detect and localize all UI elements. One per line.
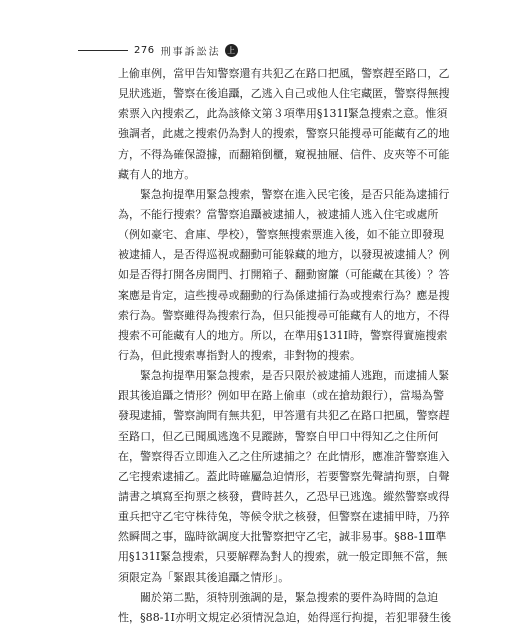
text-line: 重兵把守乙宅守株待兔，等候令狀之核發，但警察在逮捕甲時，乃猝 <box>118 510 450 524</box>
text-line: 索行為。警察雖得為搜索行為，但只能搜尋可能藏有人的地方，不得 <box>118 308 450 322</box>
paragraph <box>118 588 452 628</box>
text-line: 緊急拘提準用緊急搜索，是否只限於被逮捕人逃跑，而逮捕人緊 <box>140 369 450 383</box>
paragraph <box>118 366 450 588</box>
book-title: 刑事訴訟法 <box>160 46 221 58</box>
text-line: 行為，但此搜索專指對人的搜索，非對物的搜索。 <box>118 348 362 362</box>
text-line: 為，不能行搜索？當警察追躡被逮捕人，被逮捕人逃入住宅或處所 <box>118 207 439 221</box>
text-line: 上偷車例，當甲告知警察還有共犯乙在路口把風，警察趕至路口，乙 <box>118 67 450 80</box>
text-line: 強調者，此處之搜索仍為對人的搜索，警察只能搜尋可能藏有乙的地 <box>118 127 450 141</box>
text-line: 乙宅搜索逮捕乙。蓋此時確屬急迫情形，若要警察先聲請拘票，自聲 <box>118 469 450 483</box>
text-line: 發現逮捕，警察詢問有無共犯，甲答還有共犯乙在路口把風，警察趕 <box>118 409 450 423</box>
text-line: 方，不得為確保證據，而翻箱倒櫃，窺視抽屜、信件、皮夾等不可能 <box>118 147 450 161</box>
text-line: 被逮捕人，是否得巡視或翻動可能躲藏的地方，以發現被逮捕人？例 <box>118 248 450 262</box>
paragraph <box>118 64 450 185</box>
text-line: 緊急拘提準用緊急搜索，警察在進入民宅後，是否只能為逮捕行 <box>140 187 450 201</box>
text-line: 跟其後追躡之情形？例如甲在路上偷車（或在搶劫銀行），當場為警 <box>118 389 444 403</box>
page-body <box>118 64 452 628</box>
text-line: 搜索不可能藏有人的地方。所以，在準用§131Ⅰ時，警察得實施搜索 <box>118 328 448 342</box>
running-header <box>78 43 238 57</box>
text-line: 關於第二點，須特別強調的是，緊急搜索的要件為時間的急迫 <box>140 590 439 604</box>
text-line: 索票入內搜索乙，此為該條文第３項準用§131Ⅰ緊急搜索之意。惟須 <box>118 107 448 121</box>
header-rule <box>78 50 128 51</box>
text-line: 至路口，但乙已聞風逃逸不見蹤跡，警察自甲口中得知乙之住所何 <box>118 429 439 443</box>
text-line: 案應是肯定，這些搜尋或翻動的行為係逮捕行為或搜索行為？應是搜 <box>118 288 450 302</box>
text-line: 如是否得打開各房間門、打開箱子、翻動窗簾（可能藏在其後）？答 <box>118 268 450 282</box>
text-line: 藏有人的地方。 <box>118 167 196 181</box>
volume-badge: 上 <box>225 44 238 57</box>
text-line: 請書之填寫至拘票之核發，費時甚久，乙恐早已逃逸。縱然警察或得 <box>118 489 450 503</box>
paragraph <box>118 185 450 366</box>
text-line: 用§131Ⅰ緊急搜索，只要解釋為對人的搜索，就一般定即無不當，無 <box>118 550 448 564</box>
text-line: （例如豪宅、倉庫、學校），警察無搜索票進入後，如不能立即發現 <box>118 228 444 242</box>
text-line: 須限定為「緊跟其後追躡之情形」。 <box>118 570 290 584</box>
text-line: 在，警察得否立即進入乙之住所逮捕之？在此情形，應准許警察進入 <box>118 449 450 463</box>
text-line: 然瞬間之事，臨時欲調度大批警察把守乙宅，誠非易事。§88-1Ⅲ準 <box>118 530 447 544</box>
text-line: 見狀逃逝，警察在後追躡，乙逃入自己或他人住宅藏匿，警察得無搜 <box>118 87 450 101</box>
page-number: 276 <box>134 44 155 56</box>
text-line: 性，§88-1Ⅰ亦明文規定必須情況急迫，始得逕行拘提，若犯罪發生後 <box>118 610 452 624</box>
